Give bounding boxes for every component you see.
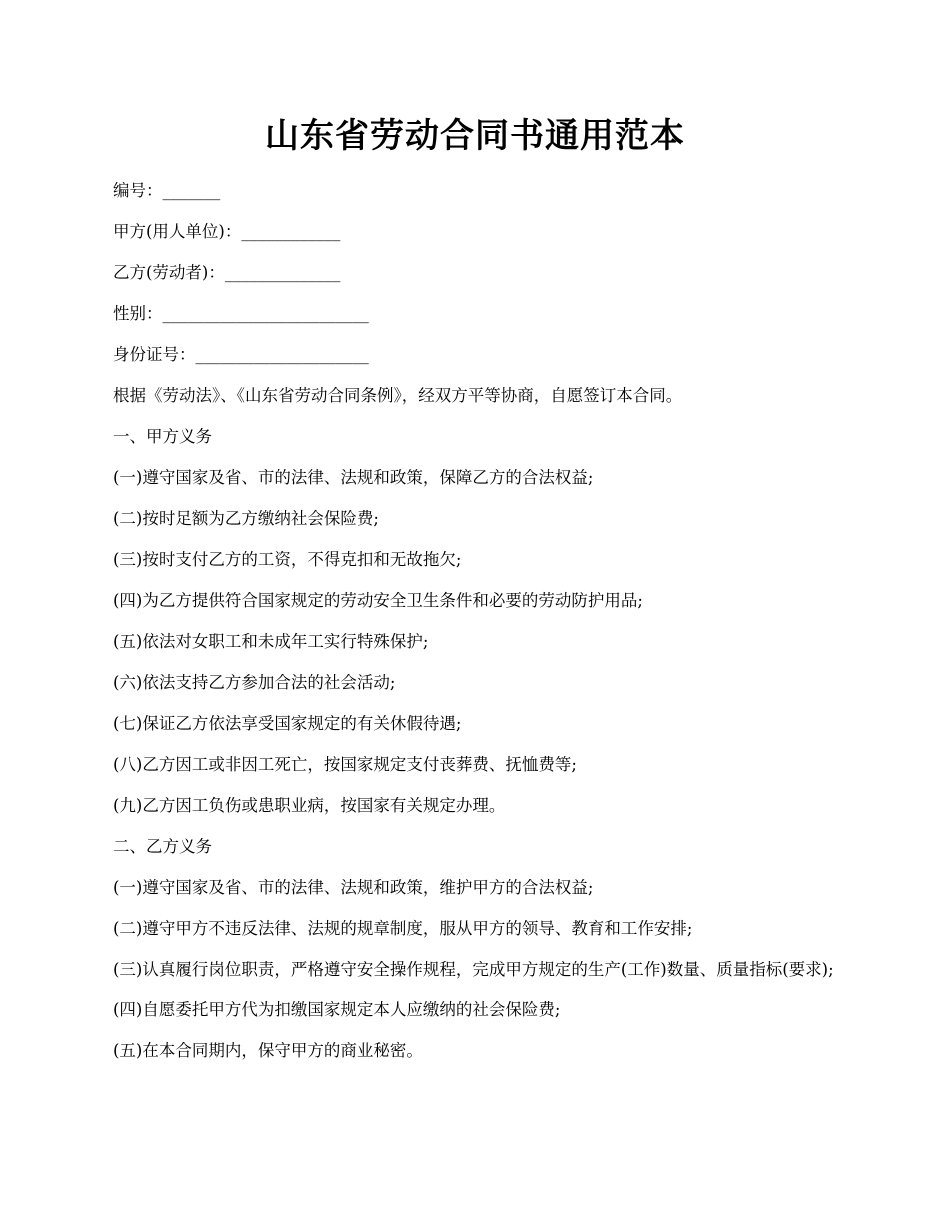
section-a-item: (五)依法对女职工和未成年工实行特殊保护; <box>113 632 429 651</box>
section-a-item: (二)按时足额为乙方缴纳社会保险费; <box>113 509 379 528</box>
section-b-item: (三)认真履行岗位职责，严格遵守安全操作规程，完成甲方规定的生产(工作)数量、质量指标(要求); <box>113 960 834 979</box>
field-party-a-label: 甲方(用人单位)： <box>113 222 242 241</box>
field-gender <box>113 303 843 325</box>
section-a-item: (三)按时支付乙方的工资，不得克扣和无故拖欠; <box>113 550 462 569</box>
field-party-b-blank: ______________ <box>224 263 341 282</box>
section-a-item: (四)为乙方提供符合国家规定的劳动安全卫生条件和必要的劳动防护用品; <box>113 591 643 610</box>
section-a-item: (六)依法支持乙方参加合法的社会活动; <box>113 673 396 692</box>
field-party-b <box>113 262 843 284</box>
section-b-item: (二)遵守甲方不违反法律、法规的规章制度，服从甲方的领导、教育和工作安排; <box>113 919 693 938</box>
field-gender-label: 性别： <box>113 304 163 323</box>
field-id-number-blank: _____________________ <box>195 345 369 364</box>
field-id-number <box>113 344 843 366</box>
section-b-item: (一)遵守国家及省、市的法律、法规和政策，维护甲方的合法权益; <box>113 878 594 897</box>
field-number-label: 编号： <box>113 181 163 200</box>
preamble: 根据《劳动法》、《山东省劳动合同条例》，经双方平等协商，自愿签订本合同。 <box>113 386 683 405</box>
field-number <box>113 180 843 202</box>
section-a-heading: 一、甲方义务 <box>113 427 212 446</box>
field-number-blank: _______ <box>162 181 221 200</box>
section-a-item: (八)乙方因工或非因工死亡，按国家规定支付丧葬费、抚恤费等; <box>113 755 577 774</box>
field-id-number-label: 身份证号： <box>113 345 196 364</box>
section-b-heading: 二、乙方义务 <box>113 837 212 856</box>
field-party-a-blank: ____________ <box>241 222 341 241</box>
field-party-a <box>113 221 843 243</box>
section-b-item: (四)自愿委托甲方代为扣缴国家规定本人应缴纳的社会保险费; <box>113 1000 561 1019</box>
field-party-b-label: 乙方(劳动者)： <box>113 263 225 282</box>
document-title: 山东省劳动合同书通用范本 <box>265 116 685 156</box>
section-a-item: (七)保证乙方依法享受国家规定的有关休假待遇; <box>113 714 462 733</box>
section-a-item: (一)遵守国家及省、市的法律、法规和政策，保障乙方的合法权益; <box>113 468 594 487</box>
document-body <box>113 180 843 1081</box>
field-gender-blank: _________________________ <box>162 304 369 323</box>
section-a-item: (九)乙方因工负伤或患职业病，按国家有关规定办理。 <box>113 796 506 815</box>
section-b-item: (五)在本合同期内，保守甲方的商业秘密。 <box>113 1041 423 1060</box>
